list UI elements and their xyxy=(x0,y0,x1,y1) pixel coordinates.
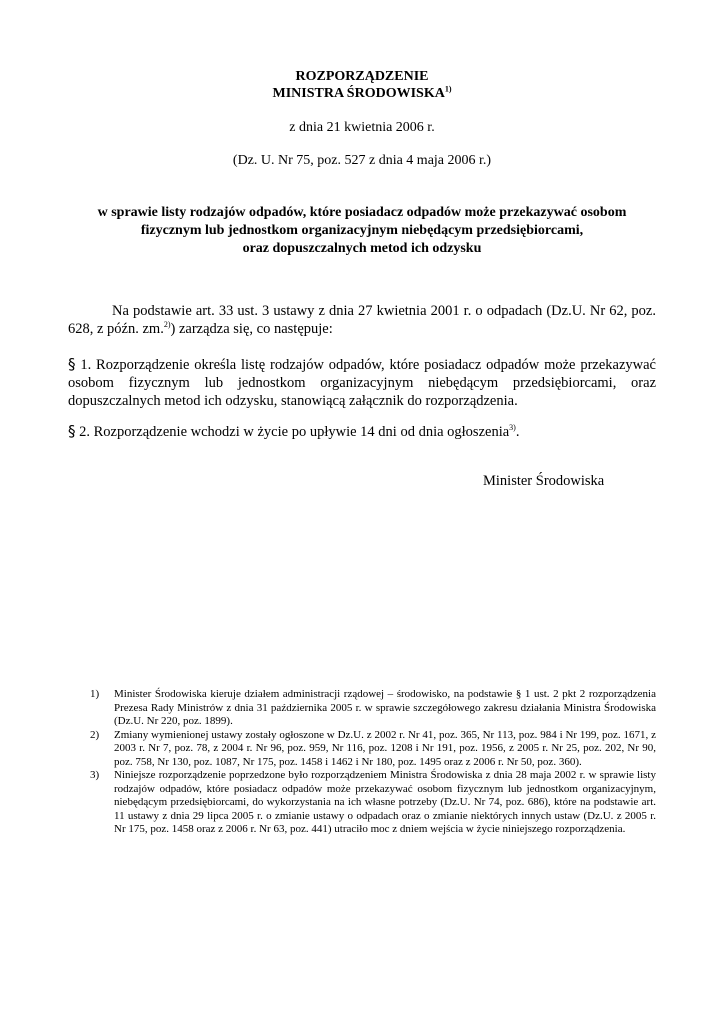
footnote-number: 2) xyxy=(90,728,100,741)
footnote-item xyxy=(90,729,656,770)
title-line2-text: MINISTRA ŚRODOWISKA xyxy=(272,86,445,101)
publication-reference: (Dz. U. Nr 75, poz. 527 z dnia 4 maja 2006 r.) xyxy=(232,153,492,168)
intro-text: Na podstawie art. 33 ust. 3 ustawy z dnia 27 kwietnia 2001 r. o odpadach (Dz.U. Nr 62, poz. 628, z późn. zm. xyxy=(68,303,656,337)
section-1-text: 1. Rozporządzenie określa listę rodzajów odpadów, które posiadacz odpadów może przekazywać osobom fizycznym lub jednostkom organizacyjnym niebędącym przedsiębiorcami, oraz dopuszczalnych metod ich odzysku, stanowiącą załącznik do rozporządzenia. xyxy=(68,357,656,409)
document-subject xyxy=(68,204,656,258)
title-line1-text: ROZPORZĄDZENIE xyxy=(295,69,429,84)
footnote-text: Zmiany wymienionej ustawy zostały ogłoszone w Dz.U. z 2002 r. Nr 41, poz. 365, Nr 113, poz. 984 i Nr 199, poz. 1671, z 2003 r. Nr 7, poz. 78, z 2004 r. Nr 96, poz. 959, Nr 116, poz. 1208 i Nr 191, poz. 1956, z 2005 r. Nr 25, poz. 202, Nr 90, poz. 758, Nr 130, poz. 1087, Nr 175, poz. 1458 i 1462 i Nr 180, poz. 1495 oraz z 2006 r. Nr 50, poz. 360). xyxy=(114,728,656,768)
footnote-item xyxy=(90,769,656,837)
subject-line1: w sprawie listy rodzajów odpadów, które posiadacz odpadów może przekazywać osobom xyxy=(97,205,627,220)
intro-text-end: ) zarządza się, co następuje: xyxy=(170,321,333,337)
footnote-text: Minister Środowiska kieruje działem administracji rządowej – środowisko, na podstawie § 1 ust. 2 pkt 2 rozporządzenia Prezesa Rady Ministrów z dnia 31 października 2005 r. w sprawie szczegółowego zakresu działania Ministra Środowiska (Dz.U. Nr 220, poz. 1899). xyxy=(114,688,656,727)
footnote-text: Niniejsze rozporządzenie poprzedzone było rozporządzeniem Ministra Środowiska z dnia 28 maja 2002 r. w sprawie listy rodzajów odpadów, które posiadacz odpadów może przekazywać osobom fizycznym lub jednostkom organizacyjnym, niebędącym przedsiębiorcami, do wykorzystania na ich własne potrzeby (Dz.U. Nr 74, poz. 686), które na podstawie art. 11 ustawy z dnia 29 lipca 2005 r. o zmianie ustawy o odpadach oraz o zmianie niektórych innych ustaw (Dz.U. z 2005 r. Nr 175, poz. 1458 oraz z 2006 r. Nr 63, poz. 441) utraciło moc z dniem wejścia w życie niniejszego rozporządzenia. xyxy=(114,769,656,835)
legal-basis-paragraph xyxy=(68,302,656,338)
section-2-text: 2. Rozporządzenie wchodzi w życie po upływie 14 dni od dnia ogłoszenia xyxy=(75,424,510,440)
footnote-number: 3) xyxy=(90,769,100,781)
footnote-mark-1: 1) xyxy=(444,84,452,94)
footnote-item xyxy=(90,688,656,729)
footnotes-list xyxy=(90,688,656,837)
section-symbol-2: § xyxy=(68,422,76,440)
document-title-line1 xyxy=(0,68,724,85)
section-2-paragraph xyxy=(68,422,656,441)
subject-line3: oraz dopuszczalnych metod ich odzysku xyxy=(242,241,482,256)
subject-line2: fizycznym lub jednostkom organizacyjnym niebędącym przedsiębiorcami, xyxy=(140,223,584,238)
footnote-mark-2: 2) xyxy=(163,320,171,330)
signature: Minister Środowiska xyxy=(483,473,605,489)
footnote-number: 1) xyxy=(90,688,100,700)
document-title-line2 xyxy=(0,85,724,102)
section-1-paragraph xyxy=(68,355,656,410)
document-date: z dnia 21 kwietnia 2006 r. xyxy=(289,120,435,135)
section-2-end: . xyxy=(515,424,520,440)
footnote-mark-3: 3) xyxy=(509,423,516,433)
section-symbol-1: § xyxy=(68,355,76,373)
